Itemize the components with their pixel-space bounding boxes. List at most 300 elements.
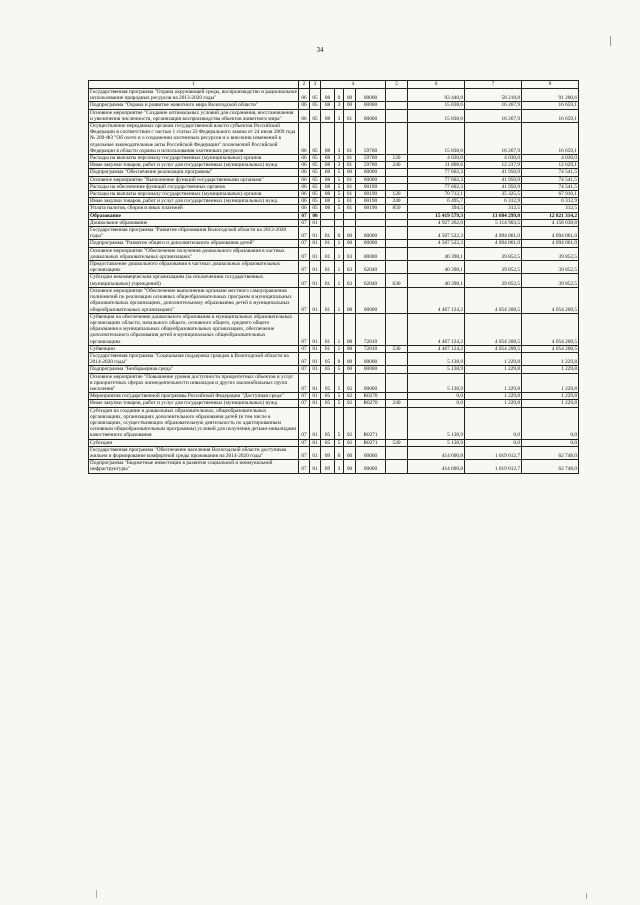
row-direction-code: 00000 [356, 102, 386, 109]
row-activity-code: 00 [344, 460, 356, 473]
row-expense-type [386, 227, 408, 240]
row-program-code: 08 [321, 169, 335, 176]
row-section-code: 07 [299, 240, 310, 247]
row-expense-type [386, 183, 408, 190]
row-amount-col7: 1 019 612,7 [465, 460, 522, 473]
row-amount-col8: 74 541,5 [522, 183, 579, 190]
row-direction-code: R0270 [356, 393, 386, 400]
row-subprogram-code: 5 [335, 439, 344, 446]
row-subprogram-code: 5 [335, 169, 344, 176]
row-subprogram-code: 5 [335, 176, 344, 183]
row-program-code: 08 [321, 176, 335, 183]
row-subsection-code: 05 [310, 183, 321, 190]
row-direction-code: 00000 [356, 352, 386, 365]
row-name: Иные закупки товаров, работ и услуг для государственных (муниципальных) нужд [89, 400, 299, 407]
row-amount-col7: 4 030,0 [465, 155, 522, 162]
table-row [89, 169, 579, 176]
row-program-code: 09 [321, 460, 335, 473]
table-row [89, 247, 579, 260]
row-subprogram-code: 5 [335, 366, 344, 373]
table-row [89, 102, 579, 109]
row-name: Государственная программа "Обеспечение населения Вологодской области доступным жильем и формирование комфортной среды проживания на 2014-2020 годы" [89, 446, 299, 459]
row-subsection-code: 05 [310, 205, 321, 212]
header-col-8: 8 [522, 81, 579, 89]
row-subsection-code: 01 [310, 407, 321, 439]
row-amount-col6: 77 602,3 [408, 183, 465, 190]
header-col-7: 7 [465, 81, 522, 89]
table-row [89, 274, 579, 287]
row-section-code: 07 [299, 247, 310, 260]
row-subsection-code: 05 [310, 109, 321, 122]
table-row [89, 183, 579, 190]
row-amount-col8: 62 748,0 [522, 460, 579, 473]
row-expense-type: 530 [386, 345, 408, 352]
row-subprogram-code: 3 [335, 460, 344, 473]
row-expense-type: 240 [386, 400, 408, 407]
row-activity-code [344, 219, 356, 226]
row-amount-col7: 4 054 208,5 [465, 313, 522, 345]
row-section-code: 07 [299, 313, 310, 345]
row-subsection-code: 01 [310, 446, 321, 459]
row-amount-col6: 77 602,3 [408, 176, 465, 183]
table-row [89, 373, 579, 393]
row-amount-col8: 1 229,8 [522, 400, 579, 407]
row-section-code: 07 [299, 227, 310, 240]
row-activity-code: 03 [344, 274, 356, 287]
table-row [89, 446, 579, 459]
table-row [89, 393, 579, 400]
row-program-code: 08 [321, 102, 335, 109]
row-name: Основное мероприятие "Создание оптимальных условий для сохранения, восстановления и увеличения численности, организация воспроизводства объектов животного мира" [89, 109, 299, 122]
row-subprogram-code: 0 [335, 227, 344, 240]
row-amount-col8: 312,5 [522, 205, 579, 212]
row-program-code: 08 [321, 183, 335, 190]
row-section-code: 07 [299, 212, 310, 219]
row-amount-col8: 39 852,5 [522, 261, 579, 274]
row-amount-col7: 1 019 612,7 [465, 446, 522, 459]
row-subprogram-code: 3 [335, 102, 344, 109]
header-col-6: 6 [408, 81, 465, 89]
row-activity-code: 00 [344, 102, 356, 109]
row-program-code: 05 [321, 393, 335, 400]
row-expense-type [386, 89, 408, 102]
row-name: Государственная программа "Социальная поддержка граждан в Вологодской области на 2014-2020 годы" [89, 352, 299, 365]
row-section-code: 06 [299, 169, 310, 176]
row-amount-col8: 16 659,1 [522, 102, 579, 109]
row-activity-code: 08 [344, 313, 356, 345]
row-name: Расходы на выплаты персоналу государственных (муниципальных) органов [89, 191, 299, 198]
row-subsection-code: 01 [310, 287, 321, 313]
table-row [89, 240, 579, 247]
row-direction-code: 00190 [356, 183, 386, 190]
row-subsection-code: 00 [310, 212, 321, 219]
row-subprogram-code: 3 [335, 123, 344, 155]
row-program-code: 09 [321, 446, 335, 459]
row-activity-code: 01 [344, 198, 356, 205]
row-subsection-code: 01 [310, 393, 321, 400]
row-program-code: 01 [321, 287, 335, 313]
row-subsection-code: 05 [310, 191, 321, 198]
row-program-code [321, 212, 335, 219]
row-section-code: 07 [299, 400, 310, 407]
row-subsection-code: 05 [310, 102, 321, 109]
row-section-code: 06 [299, 155, 310, 162]
row-program-code: 08 [321, 198, 335, 205]
row-direction-code: R0270 [356, 400, 386, 407]
row-program-code: 08 [321, 89, 335, 102]
row-program-code: 08 [321, 162, 335, 169]
table-row [89, 352, 579, 365]
table-row [89, 460, 579, 473]
row-activity-code: 00 [344, 89, 356, 102]
row-amount-col7: 5 114 903,5 [465, 219, 522, 226]
row-subsection-code: 01 [310, 373, 321, 393]
table-row [89, 162, 579, 169]
table-row [89, 219, 579, 226]
table-row [89, 89, 579, 102]
row-program-code: 05 [321, 373, 335, 393]
row-amount-col7: 0,0 [465, 407, 522, 439]
row-amount-col6: 40 398,1 [408, 274, 465, 287]
table-row [89, 313, 579, 345]
row-subsection-code: 01 [310, 227, 321, 240]
row-amount-col7: 1 229,8 [465, 400, 522, 407]
row-expense-type [386, 169, 408, 176]
row-amount-col8: 67 916,1 [522, 191, 579, 198]
row-subsection-code: 01 [310, 352, 321, 365]
row-amount-col6: 5 138,9 [408, 439, 465, 446]
row-name: Подпрограмма "Обеспечение реализации программы" [89, 169, 299, 176]
table-row [89, 123, 579, 155]
row-activity-code: 02 [344, 393, 356, 400]
row-expense-type: 240 [386, 162, 408, 169]
row-amount-col6: 40 398,1 [408, 247, 465, 260]
row-amount-col7: 6 312,9 [465, 198, 522, 205]
table-row [89, 400, 579, 407]
row-activity-code: 02 [344, 373, 356, 393]
row-name: Субсидии [89, 439, 299, 446]
row-expense-type [386, 393, 408, 400]
row-name: Подпрограмма "Охрана и развитие животного мира Вологодской области" [89, 102, 299, 109]
row-direction-code: 00000 [356, 366, 386, 373]
row-name: Дошкольное образование [89, 219, 299, 226]
row-program-code: 05 [321, 400, 335, 407]
row-direction-code: 62040 [356, 274, 386, 287]
row-name: Осуществление переданных органам государственной власти субъектов Российской Федерации в соответствии с частью 1 статьи 33 Федерального закона от 24 июля 2009 года № 209-ФЗ "Об охоте и о сохранении охотничьих ресурсов и о внесении изменений в отдельные законодательные акты Российской Федерации" полномочий Российской Федерации в области охраны и использования охотничьих ресурсов [89, 123, 299, 155]
row-subprogram-code: 5 [335, 205, 344, 212]
row-section-code: 07 [299, 219, 310, 226]
row-name: Субсидии некоммерческим организациям (за исключением государственных (муниципальных) учреждений) [89, 274, 299, 287]
row-amount-col7: 1 229,8 [465, 352, 522, 365]
row-expense-type [386, 460, 408, 473]
row-section-code: 06 [299, 183, 310, 190]
row-direction-code: 00000 [356, 169, 386, 176]
row-activity-code: 00 [344, 227, 356, 240]
row-name: Субсидии на создание в дошкольных образовательных, общеобразовательных организациях, организациях дополнительного образования детей (в том числе в организациях, осуществляющих образовательную деятельность по адаптированным основным общеобразовательным программам) условий для получения детьми-инвалидами качественного образования [89, 407, 299, 439]
row-subprogram-code: 5 [335, 183, 344, 190]
row-activity-code: 01 [344, 183, 356, 190]
row-amount-col8: 0,0 [522, 439, 579, 446]
row-section-code: 07 [299, 261, 310, 274]
row-section-code: 06 [299, 205, 310, 212]
row-program-code: 01 [321, 247, 335, 260]
row-section-code: 06 [299, 89, 310, 102]
row-expense-type [386, 313, 408, 345]
row-amount-col8: 91 200,6 [522, 89, 579, 102]
row-activity-code: 00 [344, 352, 356, 365]
row-amount-col7: 16 267,9 [465, 123, 522, 155]
row-activity-code: 01 [344, 205, 356, 212]
row-name: Иные закупки товаров, работ и услуг для государственных (муниципальных) нужд [89, 198, 299, 205]
row-amount-col8: 62 748,0 [522, 446, 579, 459]
row-expense-type [386, 287, 408, 313]
row-subprogram-code: 1 [335, 287, 344, 313]
row-name: Образование [89, 212, 299, 219]
row-subprogram-code: 5 [335, 191, 344, 198]
row-amount-col7: 16 267,9 [465, 102, 522, 109]
row-amount-col6: 93 440,9 [408, 89, 465, 102]
row-amount-col6: 394,5 [408, 205, 465, 212]
row-section-code: 07 [299, 460, 310, 473]
row-activity-code: 01 [344, 162, 356, 169]
row-program-code [321, 219, 335, 226]
row-subsection-code: 01 [310, 313, 321, 345]
row-amount-col8: 1 229,8 [522, 393, 579, 400]
row-amount-col7: 39 852,5 [465, 274, 522, 287]
table-body [89, 89, 579, 474]
row-direction-code: 00000 [356, 109, 386, 122]
scan-mark-bottom-left [96, 890, 97, 898]
row-subprogram-code: 5 [335, 373, 344, 393]
page-number: 34 [316, 46, 324, 54]
row-activity-code: 00 [344, 366, 356, 373]
row-direction-code: 00000 [356, 460, 386, 473]
row-expense-type [386, 446, 408, 459]
row-activity-code: 01 [344, 176, 356, 183]
row-amount-col6: 15 838,6 [408, 109, 465, 122]
row-section-code: 06 [299, 198, 310, 205]
row-amount-col7: 13 684 299,0 [465, 212, 522, 219]
row-program-code: 01 [321, 313, 335, 345]
row-activity-code: 01 [344, 191, 356, 198]
row-subprogram-code: 1 [335, 261, 344, 274]
row-direction-code: 72010 [356, 345, 386, 352]
row-activity-code: 00 [344, 169, 356, 176]
row-program-code: 08 [321, 155, 335, 162]
row-direction-code: 72010 [356, 313, 386, 345]
row-amount-col7: 1 229,8 [465, 373, 522, 393]
row-subprogram-code: 5 [335, 407, 344, 439]
row-amount-col6: 4 467 124,2 [408, 287, 465, 313]
row-subsection-code: 05 [310, 169, 321, 176]
row-amount-col8: 4 030,0 [522, 155, 579, 162]
row-amount-col6: 4 507 522,3 [408, 240, 465, 247]
row-amount-col8: 4 054 208,5 [522, 287, 579, 313]
row-amount-col8: 1 229,8 [522, 366, 579, 373]
row-amount-col6: 4 030,0 [408, 155, 465, 162]
row-amount-col8: 74 541,5 [522, 169, 579, 176]
row-expense-type [386, 240, 408, 247]
row-amount-col8: 4 094 061,0 [522, 240, 579, 247]
row-section-code: 06 [299, 176, 310, 183]
row-activity-code: 01 [344, 123, 356, 155]
row-amount-col6: 5 138,9 [408, 352, 465, 365]
row-section-code: 06 [299, 109, 310, 122]
row-name: Иные закупки товаров, работ и услуг для государственных (муниципальных) нужд [89, 162, 299, 169]
row-program-code: 08 [321, 205, 335, 212]
row-amount-col6: 0,0 [408, 393, 465, 400]
table-row [89, 366, 579, 373]
row-expense-type [386, 373, 408, 393]
row-program-code: 01 [321, 261, 335, 274]
row-amount-col6: 40 398,1 [408, 261, 465, 274]
row-subprogram-code: 1 [335, 313, 344, 345]
row-name: Государственная программа "Развитие образования Вологодской области на 2013-2020 годы" [89, 227, 299, 240]
row-amount-col7: 1 229,8 [465, 393, 522, 400]
row-amount-col7: 35 325,5 [465, 191, 522, 198]
row-expense-type: 120 [386, 191, 408, 198]
row-amount-col8: 4 054 208,5 [522, 345, 579, 352]
row-subsection-code: 01 [310, 345, 321, 352]
row-direction-code: 59700 [356, 162, 386, 169]
row-direction-code: 59700 [356, 155, 386, 162]
row-direction-code: 00000 [356, 176, 386, 183]
table-row [89, 155, 579, 162]
row-subsection-code: 01 [310, 219, 321, 226]
row-subprogram-code: 1 [335, 240, 344, 247]
row-subprogram-code: 0 [335, 352, 344, 365]
row-expense-type [386, 261, 408, 274]
row-amount-col6: 4 467 124,2 [408, 345, 465, 352]
row-amount-col6: 5 138,9 [408, 407, 465, 439]
row-amount-col6: 70 712,1 [408, 191, 465, 198]
row-name: Подпрограмма "Бюджетные инвестиции в развитие социальной и коммунальной инфраструктуры" [89, 460, 299, 473]
row-section-code: 06 [299, 123, 310, 155]
row-amount-col6: 6 495,7 [408, 198, 465, 205]
row-direction-code: 00000 [356, 247, 386, 260]
row-activity-code: 02 [344, 407, 356, 439]
row-program-code: 01 [321, 227, 335, 240]
row-direction-code: 00000 [356, 240, 386, 247]
row-direction-code: R0271 [356, 407, 386, 439]
table-row [89, 439, 579, 446]
row-direction-code: 00190 [356, 198, 386, 205]
row-section-code: 07 [299, 345, 310, 352]
row-expense-type: 120 [386, 155, 408, 162]
row-expense-type [386, 123, 408, 155]
row-direction-code: 62040 [356, 261, 386, 274]
row-program-code: 01 [321, 240, 335, 247]
row-name: Уплата налогов, сборов и иных платежей [89, 205, 299, 212]
row-amount-col6: 0,0 [408, 400, 465, 407]
row-direction-code: R0271 [356, 439, 386, 446]
row-activity-code: 01 [344, 155, 356, 162]
row-expense-type: 630 [386, 274, 408, 287]
row-name: Субвенция на обеспечение дошкольного образования в муниципальных образовательных организациях области, начального общего, основного общего, среднего общего образования в муниципальных общеобразовательных организациях, обеспечение дополнительного образования детей в муниципальных общеобразовательных организациях [89, 313, 299, 345]
row-name: Государственная программа "Охрана окружающей среды, воспроизводство и рациональное использование природных ресурсов на 2013-2020 годы" [90, 89, 297, 102]
row-amount-col8: 4 054 208,5 [522, 313, 579, 345]
row-direction-code [356, 219, 386, 226]
table-row [89, 191, 579, 198]
row-amount-col6: 11 808,6 [408, 162, 465, 169]
row-amount-col6: 4 467 124,2 [408, 313, 465, 345]
row-section-code: 06 [299, 162, 310, 169]
row-amount-col8: 4 094 061,0 [522, 227, 579, 240]
row-direction-code: 00000 [356, 446, 386, 459]
row-subsection-code: 05 [310, 155, 321, 162]
row-section-code: 07 [299, 352, 310, 365]
row-name: Подпрограмма "Развитие общего и дополнительного образования детей" [89, 240, 299, 247]
row-subprogram-code [335, 219, 344, 226]
table-row [89, 109, 579, 122]
row-name: Субвенции [89, 345, 299, 352]
row-section-code: 07 [299, 287, 310, 313]
row-amount-col6: 414 600,8 [408, 446, 465, 459]
row-amount-col6: 4 927 262,0 [408, 219, 465, 226]
row-subsection-code: 05 [310, 176, 321, 183]
row-program-code: 05 [321, 366, 335, 373]
row-amount-col8: 4 158 038,8 [522, 219, 579, 226]
table-row [89, 176, 579, 183]
row-section-code: 07 [299, 446, 310, 459]
row-expense-type: 850 [386, 205, 408, 212]
row-amount-col8: 39 852,5 [522, 247, 579, 260]
row-name: Расходы на выплаты персоналу государственных (муниципальных) органов [89, 155, 299, 162]
row-expense-type [386, 102, 408, 109]
row-subprogram-code: 5 [335, 400, 344, 407]
row-subprogram-code: 1 [335, 247, 344, 260]
table-row [89, 205, 579, 212]
row-subsection-code: 01 [310, 366, 321, 373]
row-activity-code: 08 [344, 345, 356, 352]
row-expense-type [386, 352, 408, 365]
row-amount-col8: 6 312,9 [522, 198, 579, 205]
row-expense-type [386, 366, 408, 373]
row-direction-code [356, 212, 386, 219]
row-name: Основное мероприятие "Повышение уровня доступности приоритетных объектов и услуг в приоритетных сферах жизнедеятельности инвалидов и других маломобильных групп населения" [89, 373, 299, 393]
row-name: Расходы на обеспечение функций государственных органов [89, 183, 299, 190]
row-section-code: 07 [299, 373, 310, 393]
table-row [89, 287, 579, 313]
row-subprogram-code: 1 [335, 345, 344, 352]
row-program-code: 01 [321, 345, 335, 352]
row-section-code: 06 [299, 102, 310, 109]
row-amount-col8: 12 629,1 [522, 162, 579, 169]
row-amount-col7: 58 218,8 [465, 89, 522, 102]
row-section-code: 07 [299, 407, 310, 439]
row-expense-type: 520 [386, 439, 408, 446]
row-subprogram-code: 1 [335, 274, 344, 287]
row-amount-col7: 4 054 208,5 [465, 287, 522, 313]
row-activity-code: 02 [344, 400, 356, 407]
row-activity-code: 08 [344, 287, 356, 313]
row-amount-col8: 1 229,8 [522, 352, 579, 365]
row-expense-type [386, 247, 408, 260]
row-program-code: 05 [321, 407, 335, 439]
budget-table [88, 80, 579, 474]
row-program-code: 08 [321, 123, 335, 155]
row-amount-col7: 41 950,9 [465, 183, 522, 190]
scan-mark-bottom-right [586, 893, 587, 899]
row-expense-type: 240 [386, 198, 408, 205]
row-subprogram-code: 0 [335, 89, 344, 102]
row-activity-code [344, 212, 356, 219]
scan-mark-top [610, 36, 611, 46]
row-direction-code: 00000 [356, 89, 386, 102]
row-section-code: 07 [299, 274, 310, 287]
row-subsection-code: 01 [310, 400, 321, 407]
row-expense-type [386, 109, 408, 122]
